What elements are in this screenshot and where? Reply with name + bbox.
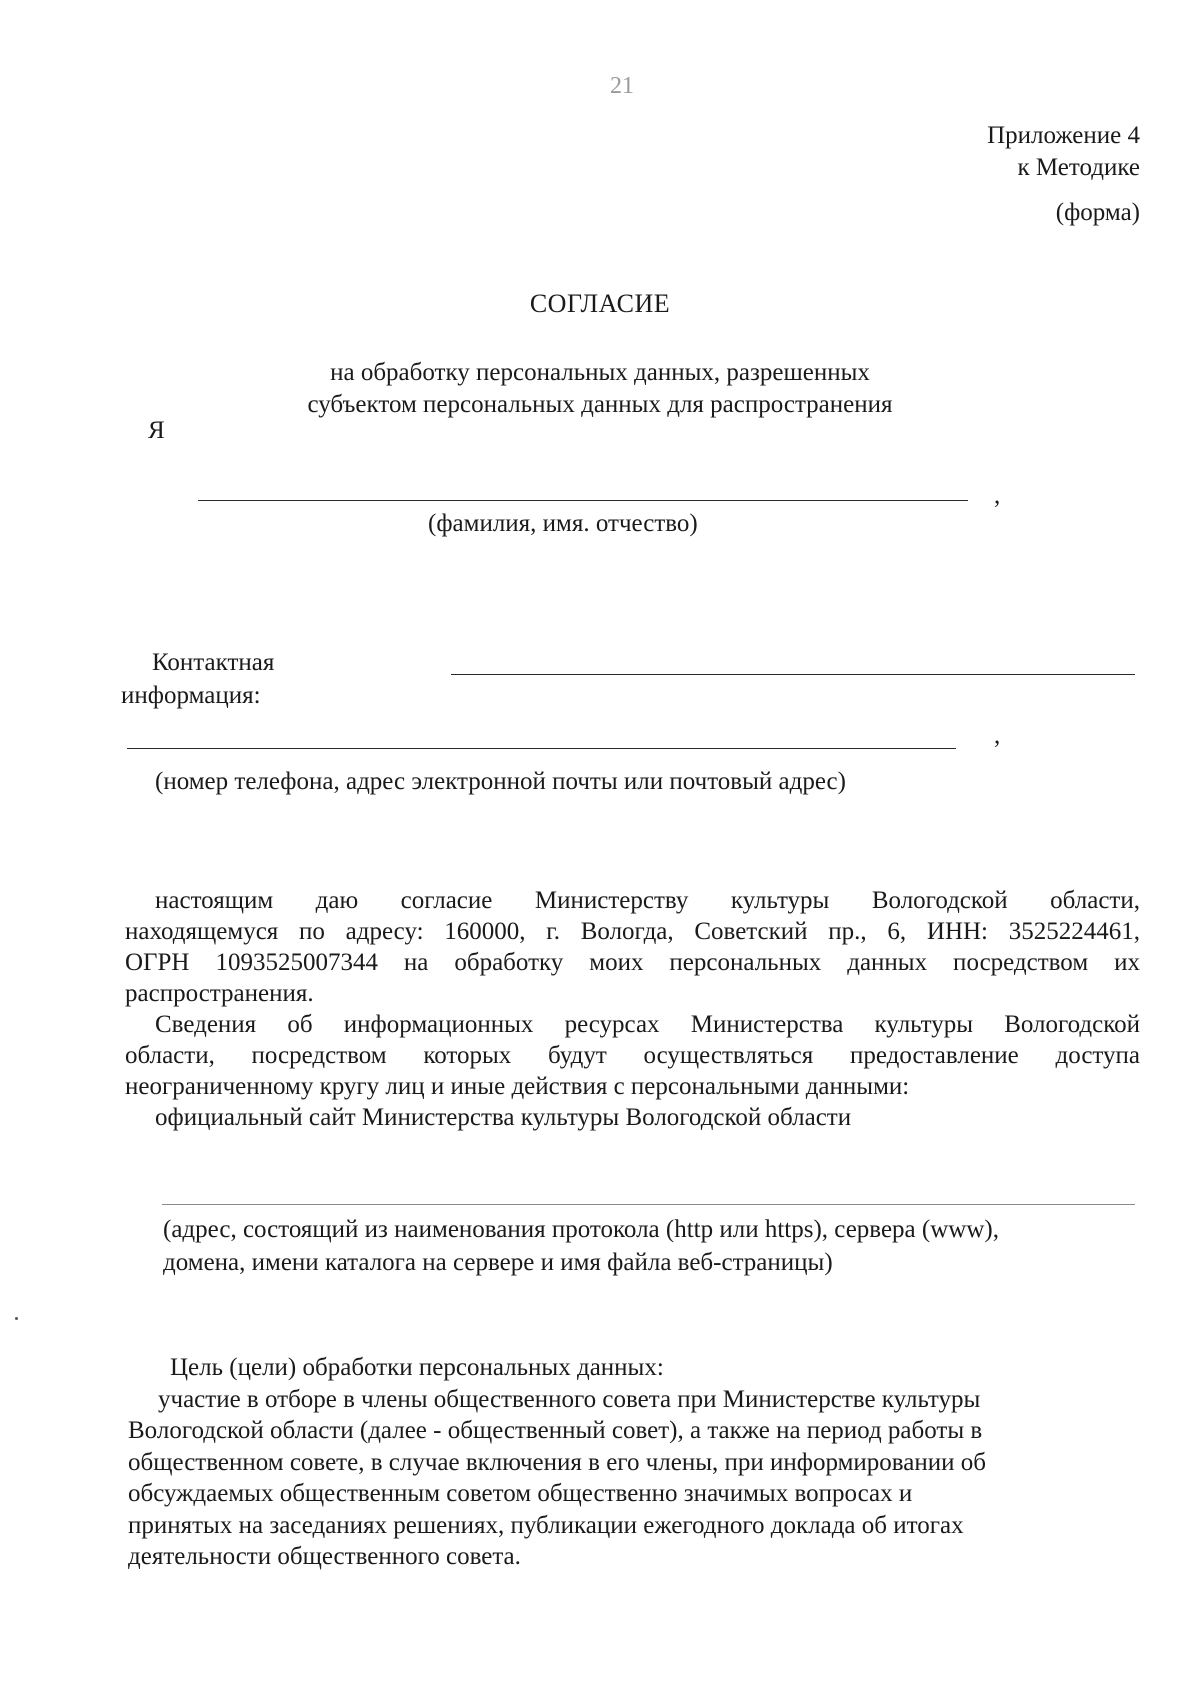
appendix-reference: к Методике — [1017, 154, 1140, 181]
contact-field-line[interactable] — [451, 674, 1135, 675]
form-label: (форма) — [1055, 199, 1140, 226]
consent-paragraph — [125, 885, 1140, 1133]
resources-line: Сведения об информационных ресурсах Министерства культуры Вологодской — [155, 1011, 1140, 1038]
purpose-line: общественном совете, в случае включения в его члены, при информировании об — [128, 1448, 986, 1476]
subtitle-line: на обработку персональных данных, разрешенных — [330, 359, 870, 386]
page-number: 21 — [610, 73, 634, 99]
purpose-line: Вологодской области (далее - общественный совет), а также на период работы в — [128, 1417, 983, 1444]
document-subtitle — [0, 357, 1200, 421]
purpose-line: обсуждаемых общественным советом общественно значимых вопросах и — [128, 1480, 913, 1507]
purpose-line: участие в отборе в члены общественного совета при Министерстве культуры — [158, 1385, 981, 1413]
consent-line: ОГРН 1093525007344 на обработку моих персональных данных посредством их — [125, 949, 1140, 976]
appendix-header — [987, 120, 1140, 184]
purpose-line: принятых на заседаниях решениях, публикации ежегодного доклада об итогах — [128, 1511, 964, 1539]
website-address-hint: (адрес, состоящий из наименования протокола (http или https), сервера (www), — [163, 1216, 999, 1243]
consent-line: распространения. — [125, 980, 314, 1007]
contact-field-line-2[interactable] — [127, 748, 956, 749]
scan-speck — [15, 1317, 18, 1320]
appendix-number: Приложение 4 — [987, 122, 1140, 149]
name-field-hint: (фамилия, имя. отчество) — [428, 510, 698, 537]
contact-field-hint: (номер телефона, адрес электронной почты или почтовый адрес) — [155, 768, 846, 795]
resources-line: области, посредством которых будут осуществляться предоставление доступа — [125, 1042, 1140, 1069]
purpose-line: деятельности общественного совета. — [128, 1543, 521, 1570]
name-prefix: Я — [148, 417, 165, 444]
website-address-hint: домена, имени каталога на сервере и имя файла веб-страницы) — [163, 1249, 833, 1276]
consent-line: находящемуся по адресу: 160000, г. Вологда, Советский пр., 6, ИНН: 3525224461, — [125, 918, 1140, 945]
website-line: официальный сайт Министерства культуры Вологодской области — [155, 1104, 852, 1131]
document-title: СОГЛАСИЕ — [529, 289, 671, 318]
contact-label: Контактная — [152, 649, 275, 676]
subtitle-line: субъектом персональных данных для распространения — [307, 391, 893, 418]
name-field-line[interactable] — [198, 500, 968, 501]
purpose-section — [128, 1352, 1118, 1573]
contact-label: информация: — [121, 682, 261, 709]
name-field-comma: , — [994, 482, 1001, 509]
contact-field-comma: , — [994, 722, 1001, 749]
resources-line: неограниченному кругу лиц и иные действия с персональными данными: — [125, 1073, 910, 1100]
consent-line: настоящим даю согласие Министерству культуры Вологодской области, — [155, 887, 1140, 914]
purpose-heading: Цель (цели) обработки персональных данных: — [170, 1354, 664, 1381]
website-address-line[interactable] — [162, 1204, 1135, 1205]
